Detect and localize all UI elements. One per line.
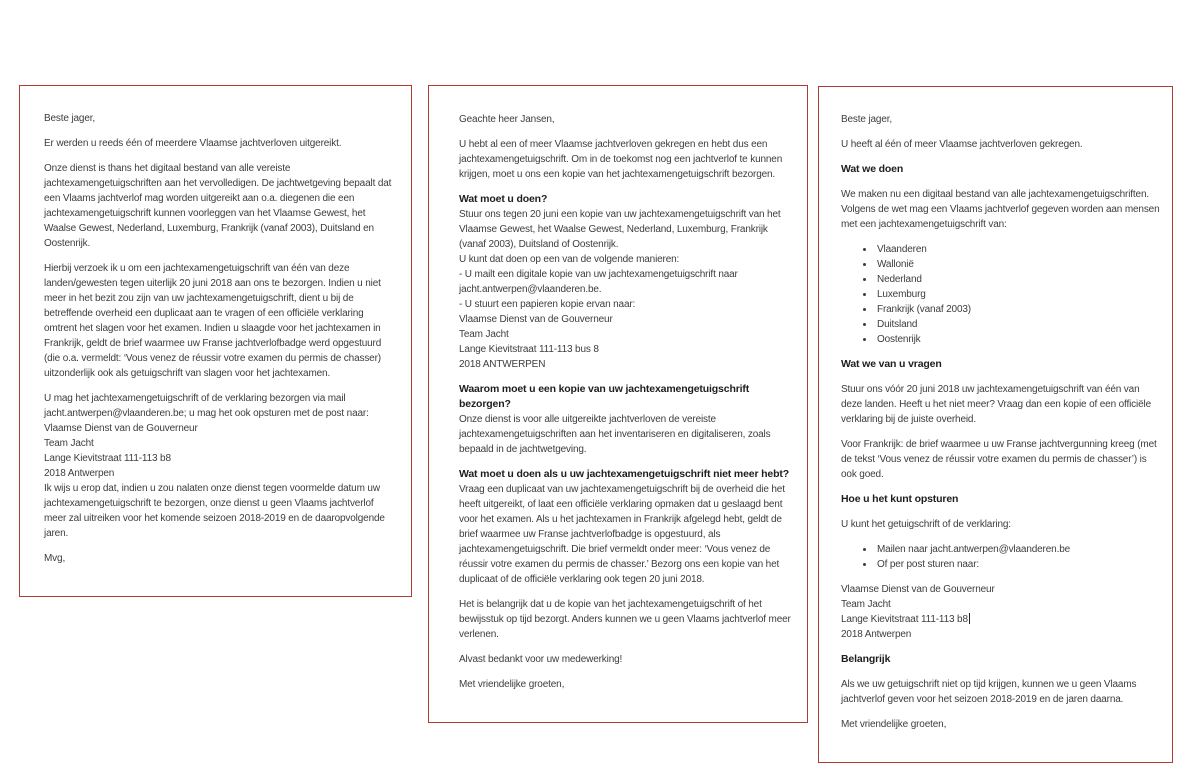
letter-heading: Wat we van u vragen — [841, 358, 942, 370]
letter-paragraph: U hebt al een of meer Vlaamse jachtverloven gekregen en hebt dus een jachtexamengetuigschrift. Om in de toekomst nog een jachtverlof te kunnen krijgen, moet u ons een kopie van het jachtexamengetuigschrift bezorgen. — [459, 139, 783, 180]
letter-line: - U stuurt een papieren kopie ervan naar: — [459, 299, 636, 310]
letter-paragraph: Met vriendelijke groeten, — [841, 719, 947, 730]
letter-paragraph: U heeft al één of meer Vlaamse jachtverloven gekregen. — [841, 139, 1083, 150]
letter-line: U kunt dat doen op een van de volgende manieren: — [459, 254, 680, 265]
letter-paragraph: Vraag een duplicaat van uw jachtexamengetuigschrift bij de overheid die het heeft uitgereikt, of laat een officiële verklaring opmaken dat u geslaagd bent voor het examen. Als u het jachtexamen in Frankrijk afgelegd hebt, geldt de brief waarmee uw Franse jachtverlofbadge is opgestuurd, als jachtexamengetuigschrift. Die brief vermeldt onder meer: ‘Vous venez de réussir votre examen du permis de chasser.’ Bezorg ons een kopie van het duplicaat of de officiële verklaring ook tegen 20 juni 2018. — [459, 484, 785, 585]
letter-paragraph: 2018 Antwerpen — [841, 629, 912, 640]
letter-heading: Waarom moet u een kopie van uw jachtexamengetuigschrift bezorgen? — [459, 383, 750, 410]
letter-line: Vlaamse Dienst van de Gouverneur — [459, 314, 613, 325]
letter-paragraph: Onze dienst is thans het digitaal bestand van alle vereiste jachtexamengetuigschriften aan het vervolledigen. De jachtwetgeving bepaalt dat een Vlaams jachtverlof mag worden uitgereikt aan o.a. diegenen die een jachtexamengetuigschrift kunnen voorleggen van het Vlaamse Gewest, het Waalse Gewest, Nederland, Luxemburg, Frankrijk (vanaf 2003), Duitsland en Oostenrijk. — [44, 163, 392, 249]
bullet-item: • Vlaanderen — [875, 242, 1160, 257]
letter-line: Team Jacht — [841, 599, 891, 610]
letter-line: Vlaamse Dienst van de Gouverneur — [44, 423, 198, 434]
letter-panel-original[interactable] — [19, 85, 412, 597]
bullet-item: • Luxemburg — [875, 287, 1160, 302]
letter-paragraph: Alvast bedankt voor uw medewerking! — [459, 654, 623, 665]
letter-line: Lange Kievitstraat 111-113 bus 8 — [459, 344, 599, 355]
bullet-item: • Frankrijk (vanaf 2003) — [875, 302, 1160, 317]
bullet-list — [841, 542, 1160, 572]
letter-line: 2018 Antwerpen — [44, 468, 115, 479]
letter-paragraph: Stuur ons vóór 20 juni 2018 uw jachtexamengetuigschrift van één van deze landen. Heeft u het niet meer? Vraag dan een kopie of een officiële verklaring bij de juiste overheid. — [841, 384, 1151, 425]
letter-paragraph: Voor Frankrijk: de brief waarmee u uw Franse jachtvergunning kreeg (met de tekst ‘Vous venez de réussir votre examen du permis de chasser’) is ook goed. — [841, 439, 1157, 480]
letter-paragraph: U kunt het getuigschrift of de verklaring: — [841, 519, 1011, 530]
letter-panel-revised[interactable] — [428, 85, 808, 723]
bullet-item: • Nederland — [875, 272, 1160, 287]
bullet-item: • Oostenrijk — [875, 332, 1160, 347]
letter-heading: Wat moet u doen als u uw jachtexamengetuigschrift niet meer hebt? — [459, 468, 789, 480]
bullet-list — [841, 242, 1160, 347]
letter-paragraph: Ik wijs u erop dat, indien u zou nalaten onze dienst tegen voormelde datum uw jachtexamengetuigschrift te bezorgen, onze dienst u geen Vlaams jachtverlof meer zal uitreiken voor het komende seizoen 2018-2019 en de daaropvolgende jaren. — [44, 483, 385, 539]
letter-line: U mag het jachtexamengetuigschrift of de verklaring bezorgen via mail jacht.antwerpen@vlaanderen.be; u mag het ook opsturen met de post naar: — [44, 393, 369, 419]
letter-paragraph: Onze dienst is voor alle uitgereikte jachtverloven de vereiste jachtexamengetuigschriften aan het inventariseren en digitaliseren, zoals bepaald in de jachtwetgeving. — [459, 414, 771, 455]
letter-paragraph: Geachte heer Jansen, — [459, 114, 555, 125]
bullet-item: • Mailen naar jacht.antwerpen@vlaanderen.be — [875, 542, 1160, 557]
bullet-item: • Of per post sturen naar: — [875, 557, 1160, 572]
letter-line: Team Jacht — [459, 329, 509, 340]
letter-panel-simplified[interactable] — [818, 86, 1173, 763]
letter-heading: Belangrijk — [841, 653, 891, 665]
letter-paragraph: Mvg, — [44, 553, 66, 564]
letter-line: - U mailt een digitale kopie van uw jachtexamengetuigschrift naar jacht.antwerpen@vlaanderen.be. — [459, 269, 738, 295]
letter-paragraph: Het is belangrijk dat u de kopie van het jachtexamengetuigschrift of het bewijsstuk op tijd bezorgt. Anders kunnen we u geen Vlaams jachtverlof meer verlenen. — [459, 599, 791, 640]
letter-heading: Hoe u het kunt opsturen — [841, 493, 959, 505]
letter-paragraph: Met vriendelijke groeten, — [459, 679, 565, 690]
letter-heading: Wat moet u doen? — [459, 193, 548, 205]
letter-paragraph: Als we uw getuigschrift niet op tijd krijgen, kunnen we u geen Vlaams jachtverlof geven voor het seizoen 2018-2019 en de jaren daarna. — [841, 679, 1137, 705]
letter-line: Stuur ons tegen 20 juni een kopie van uw jachtexamengetuigschrift van het Vlaamse Gewest, het Waalse Gewest, Nederland, Luxemburg, Frankrijk (vanaf 2003), Duitsland of Oostenrijk. — [459, 209, 781, 250]
letter-paragraph: Beste jager, — [841, 114, 893, 125]
letter-line: Lange Kievitstraat 111-113 b8 — [44, 453, 171, 464]
letter-line: Team Jacht — [44, 438, 94, 449]
letter-paragraph: We maken nu een digitaal bestand van alle jachtexamengetuigschriften. Volgens de wet mag een Vlaams jachtverlof gegeven worden aan mensen met een jachtexamengetuigschrift van: — [841, 189, 1160, 230]
letter-paragraph: Beste jager, — [44, 113, 96, 124]
letter-heading: Wat we doen — [841, 163, 904, 175]
letter-paragraph: 2018 ANTWERPEN — [459, 359, 546, 370]
text-cursor — [969, 613, 970, 624]
letter-paragraph: Er werden u reeds één of meerdere Vlaamse jachtverloven uitgereikt. — [44, 138, 342, 149]
letter-paragraph: Hierbij verzoek ik u om een jachtexamengetuigschrift van één van deze landen/gewesten tegen uiterlijk 20 juni 2018 aan ons te bezorgen. Indien u niet meer in het bezit zou zijn van uw jachtexamengetuigschrift, dient u bij de betreffende overheid een duplicaat aan te vragen of een officiële verklaring omtrent het slagen voor het examen. Indien u slaagde voor het jachtexamen in Frankrijk, geldt de brief waarmee uw Franse jachtverlofbadge werd opgestuurd (die o.a. vermeldt: ‘Vous venez de réussir votre examen du permis de chasser) uitzonderlijk ook als getuigschrift van slagen voor het jachtexamen. — [44, 263, 382, 379]
bullet-item: • Wallonië — [875, 257, 1160, 272]
bullet-item: • Duitsland — [875, 317, 1160, 332]
letter-line: Lange Kievitstraat 111-113 b8 — [841, 614, 968, 625]
letter-line: Vlaamse Dienst van de Gouverneur — [841, 584, 995, 595]
